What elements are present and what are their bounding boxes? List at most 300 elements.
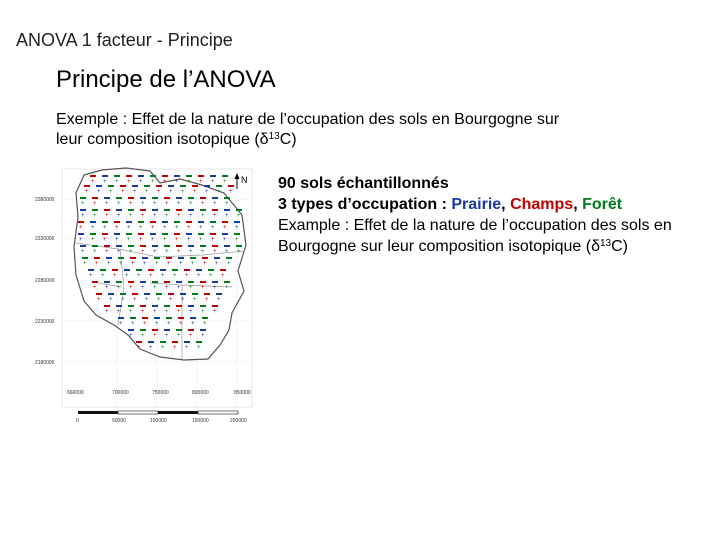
region-outline — [74, 168, 246, 360]
sample-label-mark — [168, 185, 174, 187]
sample-label-mark — [94, 257, 100, 259]
sample-label-mark — [180, 293, 186, 295]
sample-label-mark — [164, 281, 170, 283]
sample-label-mark — [214, 257, 220, 259]
sample-label-mark — [104, 281, 110, 283]
delta-symbol: δ — [259, 131, 269, 148]
sample-label-mark — [166, 257, 172, 259]
sample-point: + — [119, 261, 123, 267]
sample-label-mark — [212, 305, 218, 307]
sample-label-mark — [164, 245, 170, 247]
sample-label-mark — [152, 209, 158, 211]
sample-label-mark — [188, 209, 194, 211]
sample-label-mark — [92, 209, 98, 211]
sample-label-mark — [142, 317, 148, 319]
sample-label-mark — [234, 221, 240, 223]
sample-label-mark — [164, 209, 170, 211]
sample-point: + — [81, 213, 85, 219]
sample-point: + — [167, 261, 171, 267]
sample-point: + — [189, 309, 193, 315]
sample-point: + — [177, 333, 181, 339]
sample-point: + — [215, 261, 219, 267]
isotope-suffix: C) — [279, 131, 297, 148]
sample-point: + — [145, 189, 149, 195]
sample-point: + — [131, 321, 135, 327]
sample-point: + — [179, 261, 183, 267]
sample-label-mark — [216, 185, 222, 187]
sample-point: + — [221, 273, 225, 279]
x-tick-label: 800000 — [192, 390, 209, 396]
occupation-types-label: 3 types d’occupation : — [278, 196, 452, 213]
delta-symbol: δ — [591, 238, 600, 255]
sample-point: + — [131, 261, 135, 267]
sample-point: + — [127, 179, 131, 185]
sample-point: + — [85, 189, 89, 195]
sample-label-mark — [92, 281, 98, 283]
sample-label-mark — [78, 221, 84, 223]
sample-label-mark — [144, 185, 150, 187]
sample-label-mark — [198, 233, 204, 235]
sample-point: + — [145, 297, 149, 303]
sample-label-mark — [224, 197, 230, 199]
sample-point: + — [141, 285, 145, 291]
sample-point: + — [133, 297, 137, 303]
y-tick-label: 2280000 — [35, 278, 55, 284]
sample-point: + — [81, 201, 85, 207]
sample-label-mark — [118, 257, 124, 259]
sample-label-mark — [148, 341, 154, 343]
sample-label-mark — [224, 245, 230, 247]
sample-point: + — [125, 273, 129, 279]
sample-point: + — [165, 249, 169, 255]
sample-point: + — [89, 273, 93, 279]
sample-label-mark — [184, 269, 190, 271]
sample-point: + — [139, 237, 143, 243]
sample-label-mark — [234, 233, 240, 235]
sample-point: + — [187, 179, 191, 185]
sample-label-mark — [222, 233, 228, 235]
sample-label-mark — [84, 185, 90, 187]
intro-line-2-text: leur composition isotopique ( — [56, 131, 260, 148]
sample-point: + — [225, 285, 229, 291]
bullet-list — [278, 173, 698, 257]
bullet-occupation-types — [278, 194, 698, 215]
sample-label-mark — [178, 257, 184, 259]
sample-label-mark — [152, 281, 158, 283]
sample-point: + — [237, 249, 241, 255]
sample-point: + — [129, 333, 133, 339]
sample-label-mark — [236, 209, 242, 211]
separator: , — [501, 196, 511, 213]
sample-point: + — [199, 225, 203, 231]
sample-label-mark — [198, 221, 204, 223]
sample-label-mark — [188, 329, 194, 331]
sample-point: + — [151, 237, 155, 243]
sample-label-mark — [114, 221, 120, 223]
sample-point: + — [141, 213, 145, 219]
sample-label-mark — [200, 209, 206, 211]
sample-point: + — [205, 189, 209, 195]
sample-label-mark — [188, 197, 194, 199]
sample-label-mark — [162, 221, 168, 223]
sample-point: + — [235, 225, 239, 231]
sample-label-mark — [104, 305, 110, 307]
sample-label-mark — [132, 293, 138, 295]
sample-point: + — [153, 333, 157, 339]
sample-point: + — [189, 333, 193, 339]
y-tick-labels — [35, 197, 55, 366]
sample-point: + — [185, 273, 189, 279]
sample-point: + — [115, 179, 119, 185]
sample-point: + — [223, 225, 227, 231]
sample-point: + — [107, 261, 111, 267]
sample-label-mark — [176, 245, 182, 247]
sample-point: + — [161, 273, 165, 279]
sample-point: + — [119, 321, 123, 327]
sample-point: + — [149, 273, 153, 279]
sample-point: + — [199, 179, 203, 185]
sample-point: + — [165, 309, 169, 315]
sample-label-mark — [202, 257, 208, 259]
sample-point: + — [93, 249, 97, 255]
sample-label-mark — [156, 185, 162, 187]
sample-label-mark — [140, 305, 146, 307]
sample-label-mark — [138, 221, 144, 223]
sample-label-mark — [186, 233, 192, 235]
sample-point: + — [235, 237, 239, 243]
x-tick-labels — [67, 390, 251, 396]
sample-point: + — [187, 225, 191, 231]
sample-label-mark — [80, 245, 86, 247]
separator: , — [573, 196, 583, 213]
sample-label-mark — [96, 185, 102, 187]
sample-label-mark — [108, 185, 114, 187]
sample-point: + — [223, 237, 227, 243]
sample-point: + — [79, 237, 83, 243]
sample-point: + — [141, 249, 145, 255]
sample-point: + — [213, 213, 217, 219]
sample-point: + — [177, 309, 181, 315]
sample-label-mark — [162, 233, 168, 235]
sample-point: + — [141, 333, 145, 339]
sample-point: + — [115, 225, 119, 231]
sample-point: + — [169, 297, 173, 303]
sample-point: + — [127, 237, 131, 243]
sample-label-mark — [128, 245, 134, 247]
sample-label-mark — [138, 233, 144, 235]
sample-point: + — [181, 189, 185, 195]
sample-point: + — [105, 309, 109, 315]
sample-point: + — [81, 249, 85, 255]
map-figure — [32, 163, 270, 428]
x-tick-label: 660000 — [67, 390, 84, 396]
sample-point: + — [151, 225, 155, 231]
sample-label-mark — [126, 175, 132, 177]
sample-label-mark — [166, 317, 172, 319]
sample-label-mark — [136, 341, 142, 343]
sample-point: + — [185, 345, 189, 351]
isotope-superscript: 13 — [599, 238, 612, 249]
sample-label-mark — [150, 221, 156, 223]
legend-champs: Champs — [510, 196, 574, 213]
sample-point: + — [227, 261, 231, 267]
sample-label-mark — [156, 293, 162, 295]
sample-point: + — [91, 225, 95, 231]
intro-line-2 — [56, 130, 676, 150]
sample-point: + — [97, 297, 101, 303]
sample-label-mark — [228, 185, 234, 187]
sample-label-mark — [90, 175, 96, 177]
sample-label-mark — [140, 197, 146, 199]
sample-point: + — [103, 237, 107, 243]
sample-point: + — [91, 237, 95, 243]
sample-label-mark — [96, 293, 102, 295]
sample-label-mark — [142, 257, 148, 259]
sample-label-mark — [190, 257, 196, 259]
sample-point: + — [117, 213, 121, 219]
sample-point: + — [217, 297, 221, 303]
sample-point: + — [117, 309, 121, 315]
sample-label-mark — [92, 245, 98, 247]
sample-label-mark — [128, 209, 134, 211]
sample-label-mark — [188, 305, 194, 307]
sample-label-mark — [102, 221, 108, 223]
sample-point: + — [115, 237, 119, 243]
sample-point: + — [153, 201, 157, 207]
sample-point: + — [191, 261, 195, 267]
sample-point: + — [199, 237, 203, 243]
sample-label-mark — [116, 209, 122, 211]
sample-label-mark — [222, 221, 228, 223]
sample-point: + — [193, 297, 197, 303]
sample-point: + — [189, 213, 193, 219]
sample-label-mark — [78, 233, 84, 235]
sample-label-mark — [226, 257, 232, 259]
sample-label-mark — [104, 209, 110, 211]
sample-label-mark — [136, 269, 142, 271]
sample-point: + — [103, 225, 107, 231]
isotope-superscript: 13 — [268, 131, 280, 142]
sample-point: + — [117, 249, 121, 255]
sample-label-mark — [140, 281, 146, 283]
sample-label-mark — [210, 233, 216, 235]
sample-label-mark — [154, 257, 160, 259]
sample-point: + — [225, 201, 229, 207]
sample-point: + — [97, 189, 101, 195]
sample-label-mark — [192, 185, 198, 187]
sample-point: + — [93, 285, 97, 291]
sample-point: + — [129, 285, 133, 291]
sample-point: + — [91, 179, 95, 185]
sample-point: + — [143, 321, 147, 327]
sample-label-mark — [150, 175, 156, 177]
sample-point: + — [211, 237, 215, 243]
sample-point: + — [165, 213, 169, 219]
scale-tick-labels — [76, 418, 247, 424]
sample-label-mark — [164, 329, 170, 331]
sample-point: + — [143, 261, 147, 267]
sample-label-mark — [152, 197, 158, 199]
sample-point: + — [189, 201, 193, 207]
intro-line-1: Exemple : Effet de la nature de l’occupation des sols en Bourgogne sur — [56, 111, 560, 128]
sample-label-mark — [200, 305, 206, 307]
intro-text — [56, 110, 676, 150]
sample-point: + — [101, 273, 105, 279]
sample-label-mark — [186, 221, 192, 223]
sample-point: + — [137, 273, 141, 279]
sample-point: + — [129, 213, 133, 219]
sample-label-mark — [116, 197, 122, 199]
sample-label-mark — [106, 257, 112, 259]
sample-point: + — [109, 189, 113, 195]
sample-point: + — [189, 285, 193, 291]
sample-point: + — [141, 201, 145, 207]
x-tick-label: 750000 — [152, 390, 169, 396]
sample-point: + — [201, 309, 205, 315]
sample-point: + — [181, 297, 185, 303]
sample-label-mark — [190, 317, 196, 319]
sample-label-mark — [114, 233, 120, 235]
sample-point: + — [209, 273, 213, 279]
sample-label-mark — [126, 233, 132, 235]
sample-point: + — [153, 285, 157, 291]
sample-label-mark — [162, 175, 168, 177]
sample-point: + — [201, 249, 205, 255]
sample-label-mark — [196, 341, 202, 343]
sample-label-mark — [140, 245, 146, 247]
sample-point: + — [105, 285, 109, 291]
sample-label-mark — [128, 329, 134, 331]
sample-point: + — [93, 201, 97, 207]
sample-label-mark — [128, 281, 134, 283]
x-tick-label: 700000 — [112, 390, 129, 396]
sample-label-mark — [176, 305, 182, 307]
grid-lines — [62, 169, 252, 407]
sample-point: + — [83, 261, 87, 267]
sample-label-mark — [200, 281, 206, 283]
sample-label-mark — [222, 175, 228, 177]
sample-label-mark — [174, 175, 180, 177]
sample-label-mark — [174, 233, 180, 235]
sample-point: + — [197, 345, 201, 351]
sample-label-mark — [208, 269, 214, 271]
scale-bar — [78, 411, 238, 414]
slide-header: ANOVA 1 facteur - Principe — [16, 30, 233, 50]
sample-point: + — [201, 213, 205, 219]
sample-point: + — [175, 225, 179, 231]
sample-point: + — [105, 249, 109, 255]
sample-label-mark — [212, 197, 218, 199]
sample-point: + — [179, 321, 183, 327]
sample-points — [78, 175, 242, 351]
legend-prairie: Prairie — [451, 196, 502, 213]
sample-label-mark — [200, 197, 206, 199]
sample-label-mark — [172, 341, 178, 343]
sample-point: + — [177, 285, 181, 291]
sample-point: + — [211, 225, 215, 231]
sample-label-mark — [236, 245, 242, 247]
sample-point: + — [103, 179, 107, 185]
sample-point: + — [163, 237, 167, 243]
sample-point: + — [157, 189, 161, 195]
sample-label-mark — [128, 197, 134, 199]
sample-point: + — [105, 201, 109, 207]
sample-point: + — [153, 213, 157, 219]
sample-label-mark — [152, 245, 158, 247]
sample-point: + — [139, 225, 143, 231]
sample-point: + — [229, 189, 233, 195]
burgundy-map — [32, 163, 270, 428]
sample-label-mark — [152, 305, 158, 307]
sample-label-mark — [130, 317, 136, 319]
north-arrow — [235, 173, 248, 189]
sample-label-mark — [164, 197, 170, 199]
sample-point: + — [163, 179, 167, 185]
sample-point: + — [189, 249, 193, 255]
sample-point: + — [175, 237, 179, 243]
sample-point: + — [173, 273, 177, 279]
sample-label-mark — [138, 175, 144, 177]
sample-label-mark — [102, 233, 108, 235]
sample-point: + — [187, 237, 191, 243]
sample-point: + — [151, 179, 155, 185]
sample-point: + — [161, 345, 165, 351]
sample-point: + — [113, 273, 117, 279]
sample-point: + — [193, 189, 197, 195]
sample-point: + — [149, 345, 153, 351]
sample-point: + — [137, 345, 141, 351]
sample-point: + — [153, 309, 157, 315]
sample-label-mark — [80, 197, 86, 199]
sample-label-mark — [178, 317, 184, 319]
sample-label-mark — [118, 317, 124, 319]
sample-label-mark — [148, 269, 154, 271]
sample-label-mark — [152, 329, 158, 331]
sample-point: + — [117, 201, 121, 207]
sample-point: + — [191, 321, 195, 327]
sample-label-mark — [144, 293, 150, 295]
sample-label-mark — [168, 293, 174, 295]
sample-label-mark — [224, 209, 230, 211]
bullet-samples: 90 sols échantillonnés — [278, 175, 449, 192]
sample-label-mark — [202, 317, 208, 319]
sample-label-mark — [200, 245, 206, 247]
sample-point: + — [213, 285, 217, 291]
sample-label-mark — [80, 209, 86, 211]
sample-label-mark — [140, 329, 146, 331]
isotope-suffix: C) — [611, 238, 628, 255]
sample-label-mark — [128, 305, 134, 307]
sample-label-mark — [154, 317, 160, 319]
sample-label-mark — [116, 245, 122, 247]
sample-point: + — [121, 189, 125, 195]
north-label: N — [241, 175, 248, 185]
sample-label-mark — [130, 257, 136, 259]
sample-label-mark — [104, 245, 110, 247]
sample-point: + — [165, 285, 169, 291]
sample-label-mark — [188, 281, 194, 283]
sample-point: + — [165, 201, 169, 207]
sample-label-mark — [176, 281, 182, 283]
sample-label-mark — [176, 209, 182, 211]
sample-point: + — [225, 249, 229, 255]
sample-label-mark — [160, 269, 166, 271]
sample-point: + — [133, 189, 137, 195]
sample-label-mark — [186, 175, 192, 177]
sample-label-mark — [102, 175, 108, 177]
sample-label-mark — [164, 305, 170, 307]
sample-label-mark — [150, 233, 156, 235]
